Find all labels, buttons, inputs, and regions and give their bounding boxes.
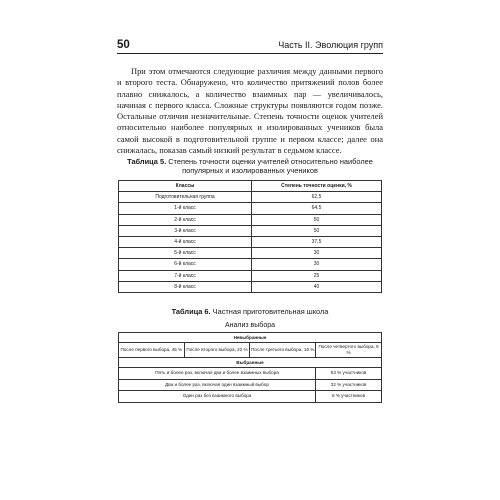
paragraph-text: При этом отмечаются следующие различия между данными первого и второго теста. Обнаружено, что количество притяжений полов более плавно снижалось, а количество взаимных пар — увеличивалось, начиная с первого класса. Сложные структуры появляются годом позже. Остальные отличия незначительные. Степень точности оценок учителей относительно наиболее популярных и изолированных учеников была самой высокой в подготовительной группе и первом классе; далее она снижалась, показав самый низкий результат в седьмом классе. [117,66,383,156]
table6-option-cell: После четвертого выбора, 9 % [316,343,382,358]
table6-subtitle: Анализ выбора [224,322,275,329]
table6-options-row [119,343,382,358]
table6-option-cell: После третьего выбора, 16 % [250,343,316,358]
table5 [118,180,382,293]
table5-value-cell: 40 [252,281,382,292]
table-row [119,214,382,225]
table5-caption-label: Таблица 5. [127,157,167,166]
table6-section-unchosen: Невыбранные [119,333,382,343]
table6-caption-text: Частная приготовительная школа [210,307,329,316]
table-row [119,391,382,403]
table5-caption-text: Степень точности оценки учителей относительно наиболее популярных и изолированных учеников [166,157,373,176]
table5-class-cell: 1-й класс [119,203,252,214]
header-rule [117,53,383,54]
table-row [119,259,382,270]
table6-caption-label: Таблица 6. [171,307,211,316]
table-row [119,225,382,236]
table6-chosen-value: 6 % участников [316,391,382,403]
table6-section-chosen: Выбранные [119,358,382,368]
running-head: Часть II. Эволюция групп [278,40,383,50]
table5-class-cell: 6-й класс [119,259,252,270]
table5-value-cell: 37,5 [252,236,382,247]
table5-class-cell: 7-й класс [119,270,252,281]
table5-value-cell: 30 [252,259,382,270]
table5-class-cell: Подготовительная группа [119,192,252,203]
table6 [118,332,382,403]
table6-caption [117,307,383,316]
table-row [119,192,382,203]
table6-section-row [119,333,382,343]
table5-header-row [119,181,382,192]
table-row [119,368,382,380]
table6-chosen-label: Два и более раз, включая один взаимный выбор [119,379,316,391]
table5-value-cell: 50 [252,225,382,236]
table5-class-cell: 3-й класс [119,225,252,236]
table-row [119,270,382,281]
table5-value-cell: 30 [252,248,382,259]
table5-class-cell: 5-й класс [119,248,252,259]
table6-option-cell: После второго выбора, 22 % [184,343,250,358]
table5-value-cell: 25 [252,270,382,281]
table6-chosen-value: 32 % участников [316,379,382,391]
table5-class-cell: 2-й класс [119,214,252,225]
page-number: 50 [117,39,130,51]
body-paragraph [117,66,383,156]
table-row [119,236,382,247]
table5-value-cell: 62,5 [252,192,382,203]
table5-class-cell: 8-й класс [119,281,252,292]
table-row [119,203,382,214]
table5-class-cell: 4-й класс [119,236,252,247]
table-row [119,379,382,391]
table-row [119,281,382,292]
table-row [119,248,382,259]
table6-section-row [119,358,382,368]
table5-caption [117,157,383,175]
table6-option-cell: После первого выбора, 45 % [119,343,185,358]
table6-chosen-value: 53 % участников [316,368,382,380]
table5-value-cell: 50 [252,214,382,225]
table6-chosen-label: Один раз без взаимного выбора [119,391,316,403]
table5-header-classes: Классы [119,181,252,192]
table5-header-accuracy: Степень точности оценки, % [252,181,382,192]
table5-value-cell: 64,5 [252,203,382,214]
table6-chosen-label: Пять и более раз, включая два и более взаимных выбора [119,368,316,380]
